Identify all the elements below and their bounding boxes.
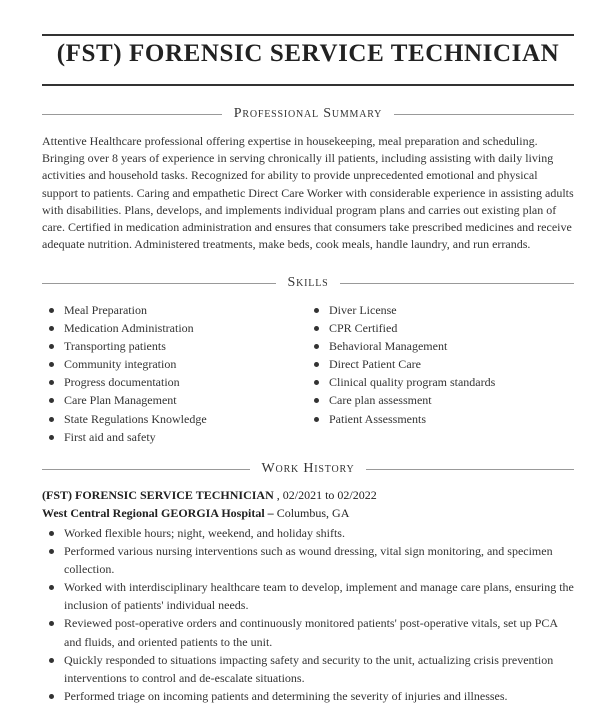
skills-heading-label: Skills [287,275,329,290]
skill-item: CPR Certified [307,319,495,337]
title-rule-bottom [42,84,574,86]
summary-heading-rule-right [394,114,574,115]
skill-item: Care Plan Management [42,391,207,409]
summary-heading [42,106,574,122]
job-bullet: Worked flexible hours; night, weekend, and holiday shifts. [42,524,574,542]
job-employer-line [42,506,349,521]
skill-item: Community integration [42,355,207,373]
skill-item: Direct Patient Care [307,355,495,373]
job-location: Columbus, GA [276,506,350,520]
summary-heading-rule-left [42,114,222,115]
job-bullet: Performed triage on incoming patients and determining the severity of injuries and illnesses. [42,687,574,705]
work-heading-rule-left [42,469,250,470]
work-heading-label: Work History [261,461,355,476]
skills-list-right [307,301,495,428]
skill-item: Clinical quality program standards [307,373,495,391]
job-employer: West Central Regional GEORGIA Hospital – [42,506,274,520]
job-title: (FST) FORENSIC SERVICE TECHNICIAN [42,488,274,502]
skill-item: State Regulations Knowledge [42,410,207,428]
job-title-line [42,488,377,503]
skill-item: Diver License [307,301,495,319]
skill-item: Medication Administration [42,319,207,337]
summary-heading-label: Professional Summary [233,106,383,121]
job-bullet: Worked with interdisciplinary healthcare team to develop, implement and manage care plans, ensuring the inclusion of patients' individual needs. [42,578,574,614]
skill-item: Behavioral Management [307,337,495,355]
work-heading-rule-right [366,469,574,470]
job-dates: , 02/2021 to 02/2022 [276,488,377,502]
job-bullet: Performed various nursing interventions such as wound dressing, vital sign monitoring, and specimen collection. [42,542,574,578]
skill-item: First aid and safety [42,428,207,446]
resume-title: (FST) FORENSIC SERVICE TECHNICIAN [56,40,560,67]
skill-item: Patient Assessments [307,410,495,428]
skills-heading-rule-left [42,283,276,284]
job-bullet: Quickly responded to situations impacting safety and security to the unit, actualizing crisis prevention interventions to control and de-escalate situations. [42,651,574,687]
job-bullets [42,524,574,705]
skills-heading-rule-right [340,283,574,284]
job-bullet: Reviewed post-operative orders and continuously monitored patients' post-operative vitals, set up PCA and fluids, and oriented patients to the unit. [42,614,574,650]
skill-item: Care plan assessment [307,391,495,409]
title-rule-top [42,34,574,36]
skill-item: Progress documentation [42,373,207,391]
work-heading [42,461,574,477]
skill-item: Transporting patients [42,337,207,355]
summary-text: Attentive Healthcare professional offering expertise in housekeeping, meal preparation and scheduling. Bringing over 8 years of experience in serving chronically ill patients, including assisting with daily living activities and household tasks. Recognized for ability to provide unprecedented emotional and physical support to patients. Caring and empathetic Direct Care Worker with considerable experience in assisting adults with disabilities. Plans, develops, and implements individual program plans and carries out existing plan of care. Certified in medication administration and ensures that consumers take prescribed medicines and receive adequate nutrition. Administered treatments, make beds, cook meals, handle laundry, and run errands. [42,134,574,252]
skills-list-left [42,301,207,446]
skill-item: Meal Preparation [42,301,207,319]
skills-heading [42,275,574,291]
